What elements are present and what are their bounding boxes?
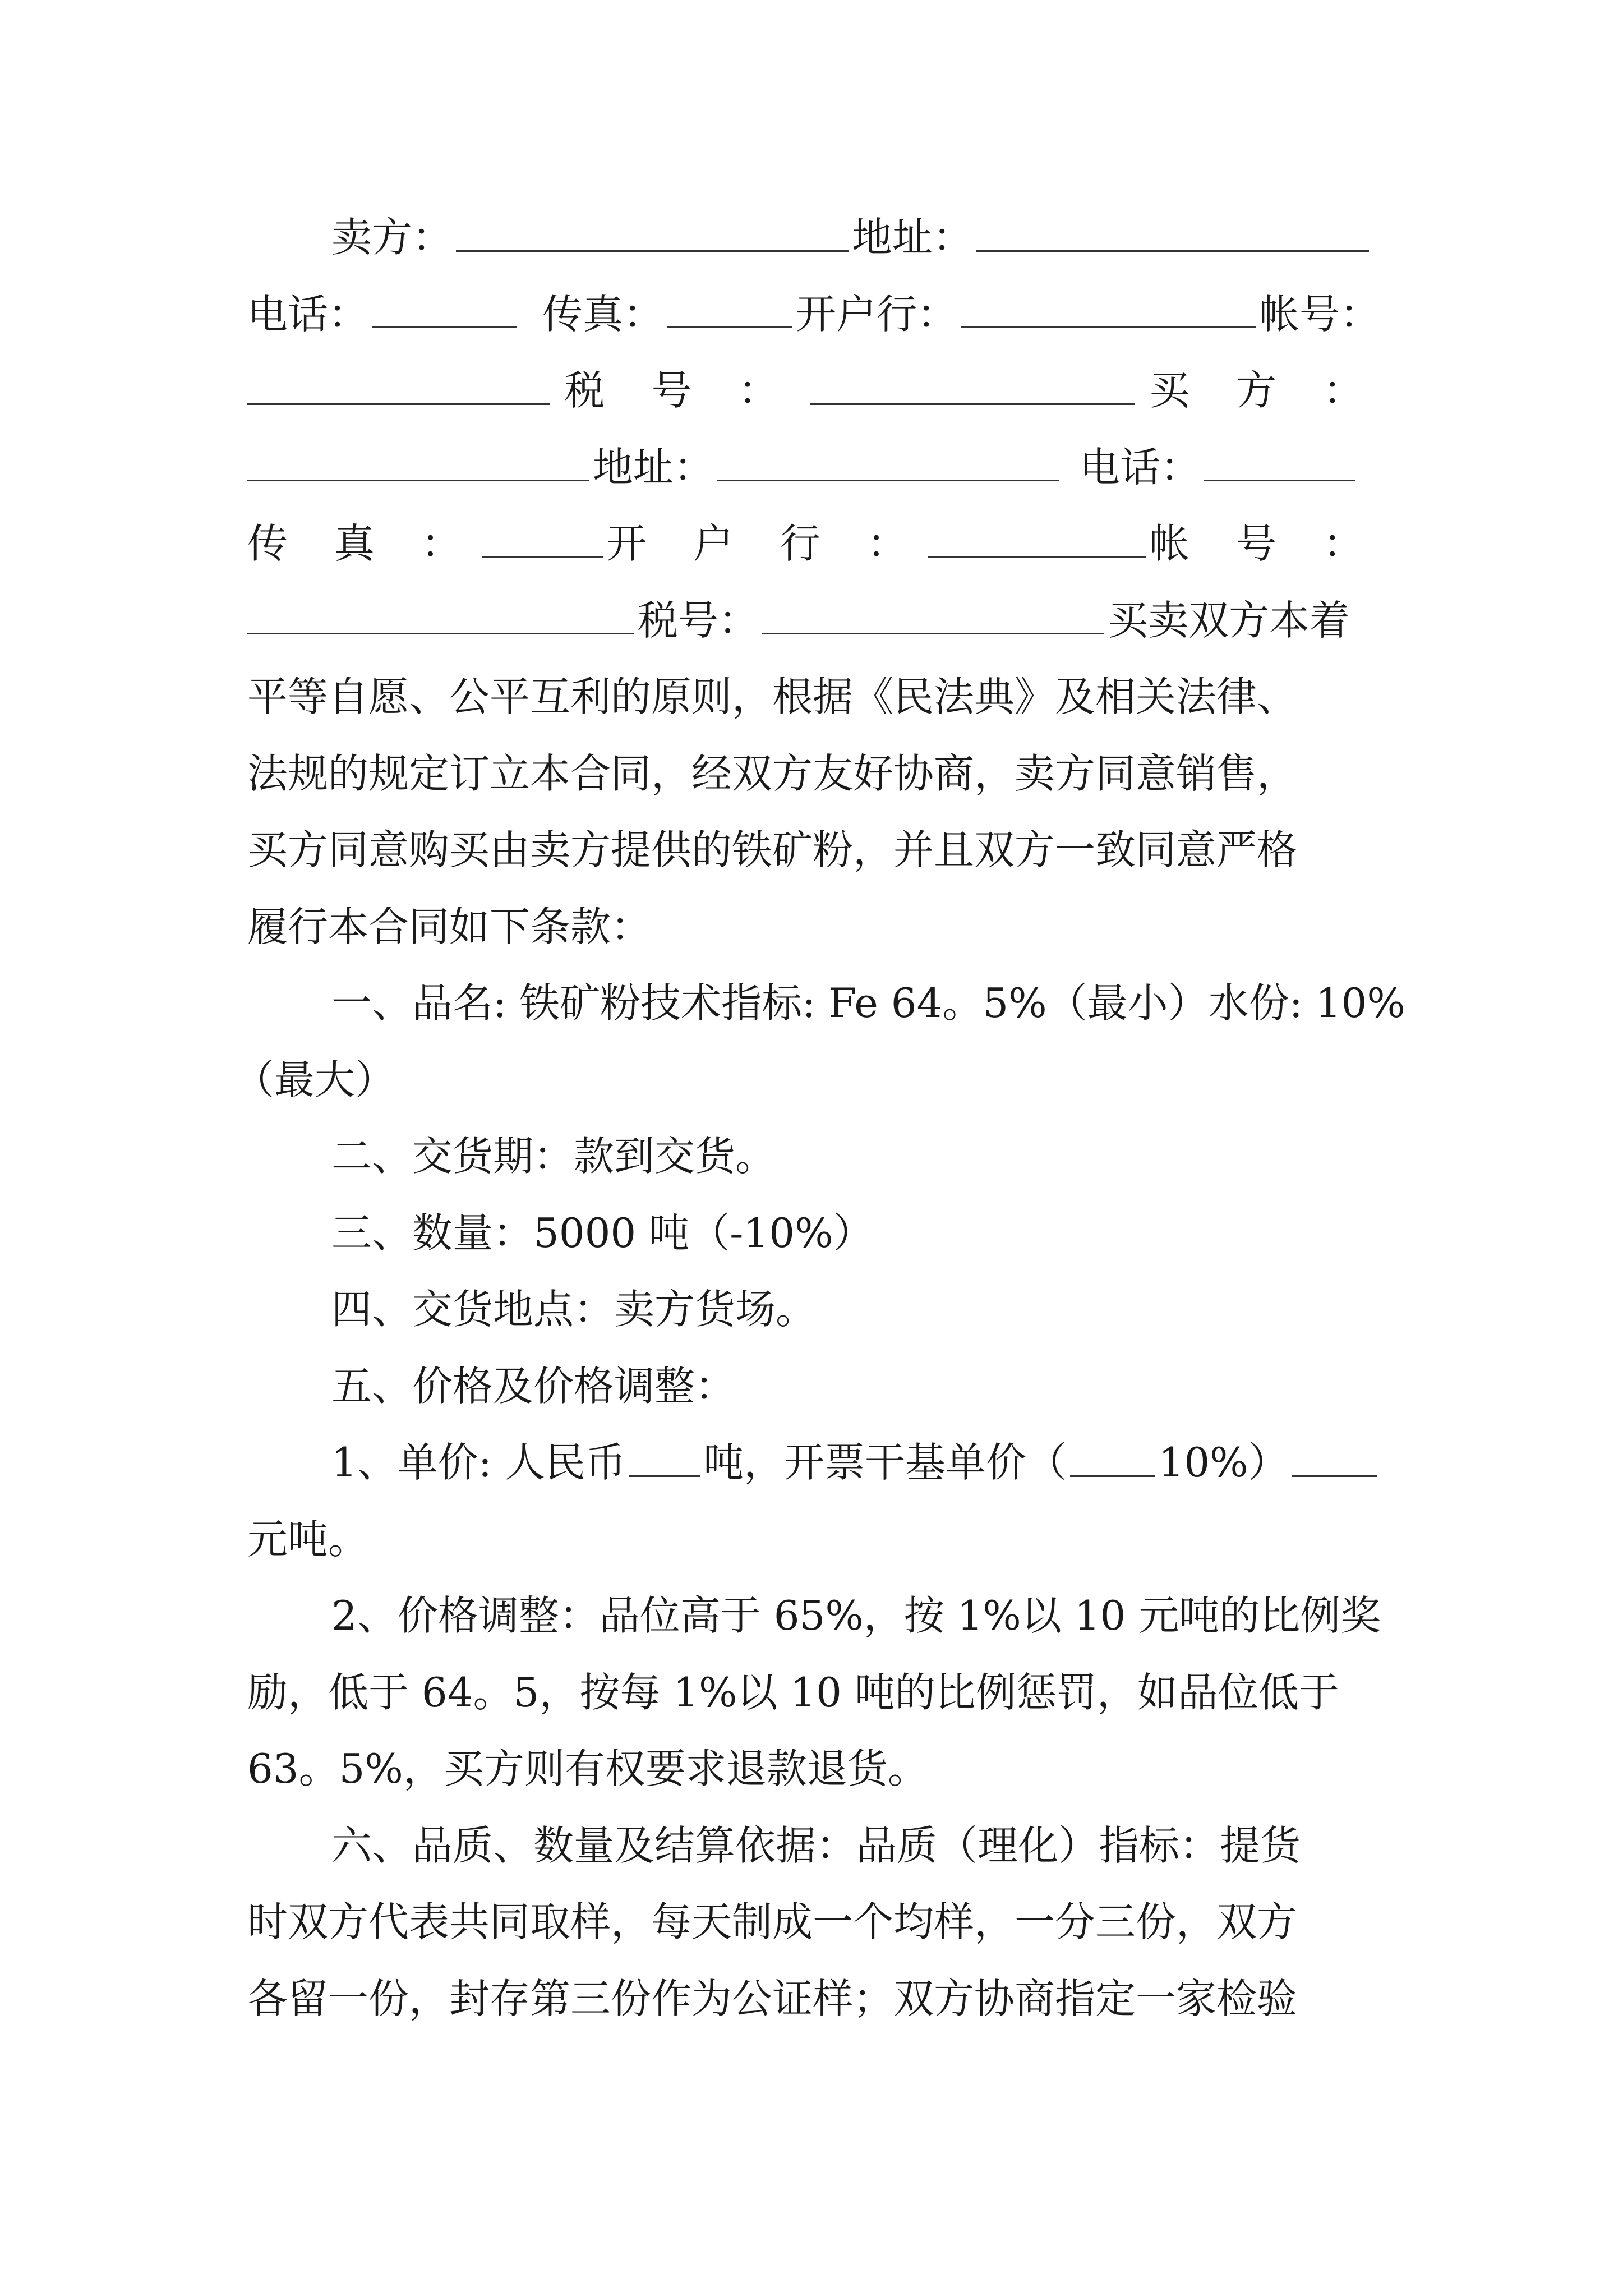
seller-phone-blank — [372, 293, 517, 328]
buyer-contact-line — [247, 505, 1380, 582]
seller-fax-label: 传真： — [542, 290, 664, 338]
buyer-phone-blank — [1204, 446, 1355, 481]
clause-5-1-text-a: 1、单价: 人民币 — [331, 1439, 626, 1486]
seller-account-blank — [247, 370, 550, 405]
clause-5-2-line-1: 2、价格调整：品位高于 65%，按 1%以 10 元吨的比例奖 — [331, 1592, 1381, 1639]
buyer-address-line — [247, 429, 1380, 506]
buyer-address-label: 地址： — [593, 443, 714, 491]
clause-5-2-line-3: 63。5%，买方则有权要求退款退货。 — [247, 1745, 928, 1792]
seller-line — [247, 199, 1380, 276]
seller-tax-line — [247, 352, 1380, 429]
clause-5-1-text-b: 吨，开票干基单价（ — [703, 1439, 1067, 1486]
buyer-phone-label: 电话： — [1080, 443, 1201, 491]
clause-2: 二、交货期：款到交货。 — [331, 1133, 776, 1180]
clause-1-line-1: 一、品名: 铁矿粉技术指标: Fe 64。5%（最小）水份: 10% — [331, 979, 1405, 1027]
buyer-bank-label: 开 户 行 ： — [606, 520, 924, 567]
buyer-label: 买 方 ： — [1149, 367, 1380, 414]
clause-5-1-line-1 — [247, 1424, 1380, 1501]
clause-6-line-2: 时双方代表共同取样，每天制成一个均样，一分三份，双方 — [247, 1898, 1298, 1945]
intro-line-1: 平等自愿、公平互利的原则，根据《民法典》及相关法律、 — [247, 673, 1298, 720]
buyer-bank-blank — [928, 523, 1146, 558]
seller-phone-label: 电话： — [247, 290, 369, 338]
clause-5: 五、价格及价格调整： — [331, 1362, 736, 1410]
seller-tax-label: 税 号 ： — [564, 367, 796, 414]
buyer-tax-line — [247, 582, 1380, 659]
clause-6-line-3: 各留一份，封存第三份作为公证样；双方协商指定一家检验 — [247, 1975, 1298, 2022]
buyer-address-blank — [717, 446, 1059, 481]
seller-label: 卖方： — [331, 214, 453, 261]
seller-tax-blank — [810, 370, 1135, 405]
buyer-fax-label: 传 真 ： — [247, 520, 478, 567]
clause-3: 三、数量：5000 吨（-10%） — [331, 1209, 874, 1257]
seller-contact-line — [247, 276, 1380, 353]
yuan-blank — [1292, 1442, 1377, 1477]
buyer-account-blank — [247, 599, 634, 634]
buyer-tax-blank — [762, 599, 1104, 634]
seller-address-label: 地址： — [852, 214, 974, 261]
clause-4: 四、交货地点：卖方货场。 — [331, 1286, 817, 1333]
clause-1-line-2: （最大） — [234, 1056, 396, 1103]
dry-price-blank — [1070, 1442, 1155, 1477]
buyer-fax-blank — [482, 523, 603, 558]
intro-start: 买卖双方本着 — [1108, 596, 1350, 644]
seller-bank-blank — [961, 293, 1256, 328]
contract-page — [234, 199, 1405, 2037]
seller-fax-blank — [667, 293, 792, 328]
intro-line-4: 履行本合同如下条款： — [247, 903, 652, 950]
buyer-account-label: 帐 号 ： — [1149, 520, 1380, 567]
intro-line-3: 买方同意购买由卖方提供的铁矿粉，并且双方一致同意严格 — [247, 826, 1298, 873]
clause-5-2-line-2: 励，低于 64。5，按每 1%以 10 吨的比例惩罚，如品位低于 — [247, 1668, 1339, 1716]
intro-line-2: 法规的规定订立本合同，经双方友好协商，卖方同意销售， — [247, 749, 1298, 797]
buyer-tax-label: 税号： — [638, 596, 759, 644]
unit-price-blank — [629, 1442, 700, 1477]
seller-blank — [456, 217, 849, 252]
buyer-name-blank — [247, 446, 589, 481]
seller-account-label: 帐号： — [1258, 290, 1380, 338]
clause-5-1-line-2: 元吨。 — [247, 1515, 369, 1563]
clause-6-line-1: 六、品质、数量及结算依据：品质（理化）指标：提货 — [331, 1821, 1301, 1869]
seller-address-blank — [976, 217, 1369, 252]
clause-5-1-text-c: 10%） — [1158, 1439, 1289, 1486]
seller-bank-label: 开户行： — [796, 290, 958, 338]
